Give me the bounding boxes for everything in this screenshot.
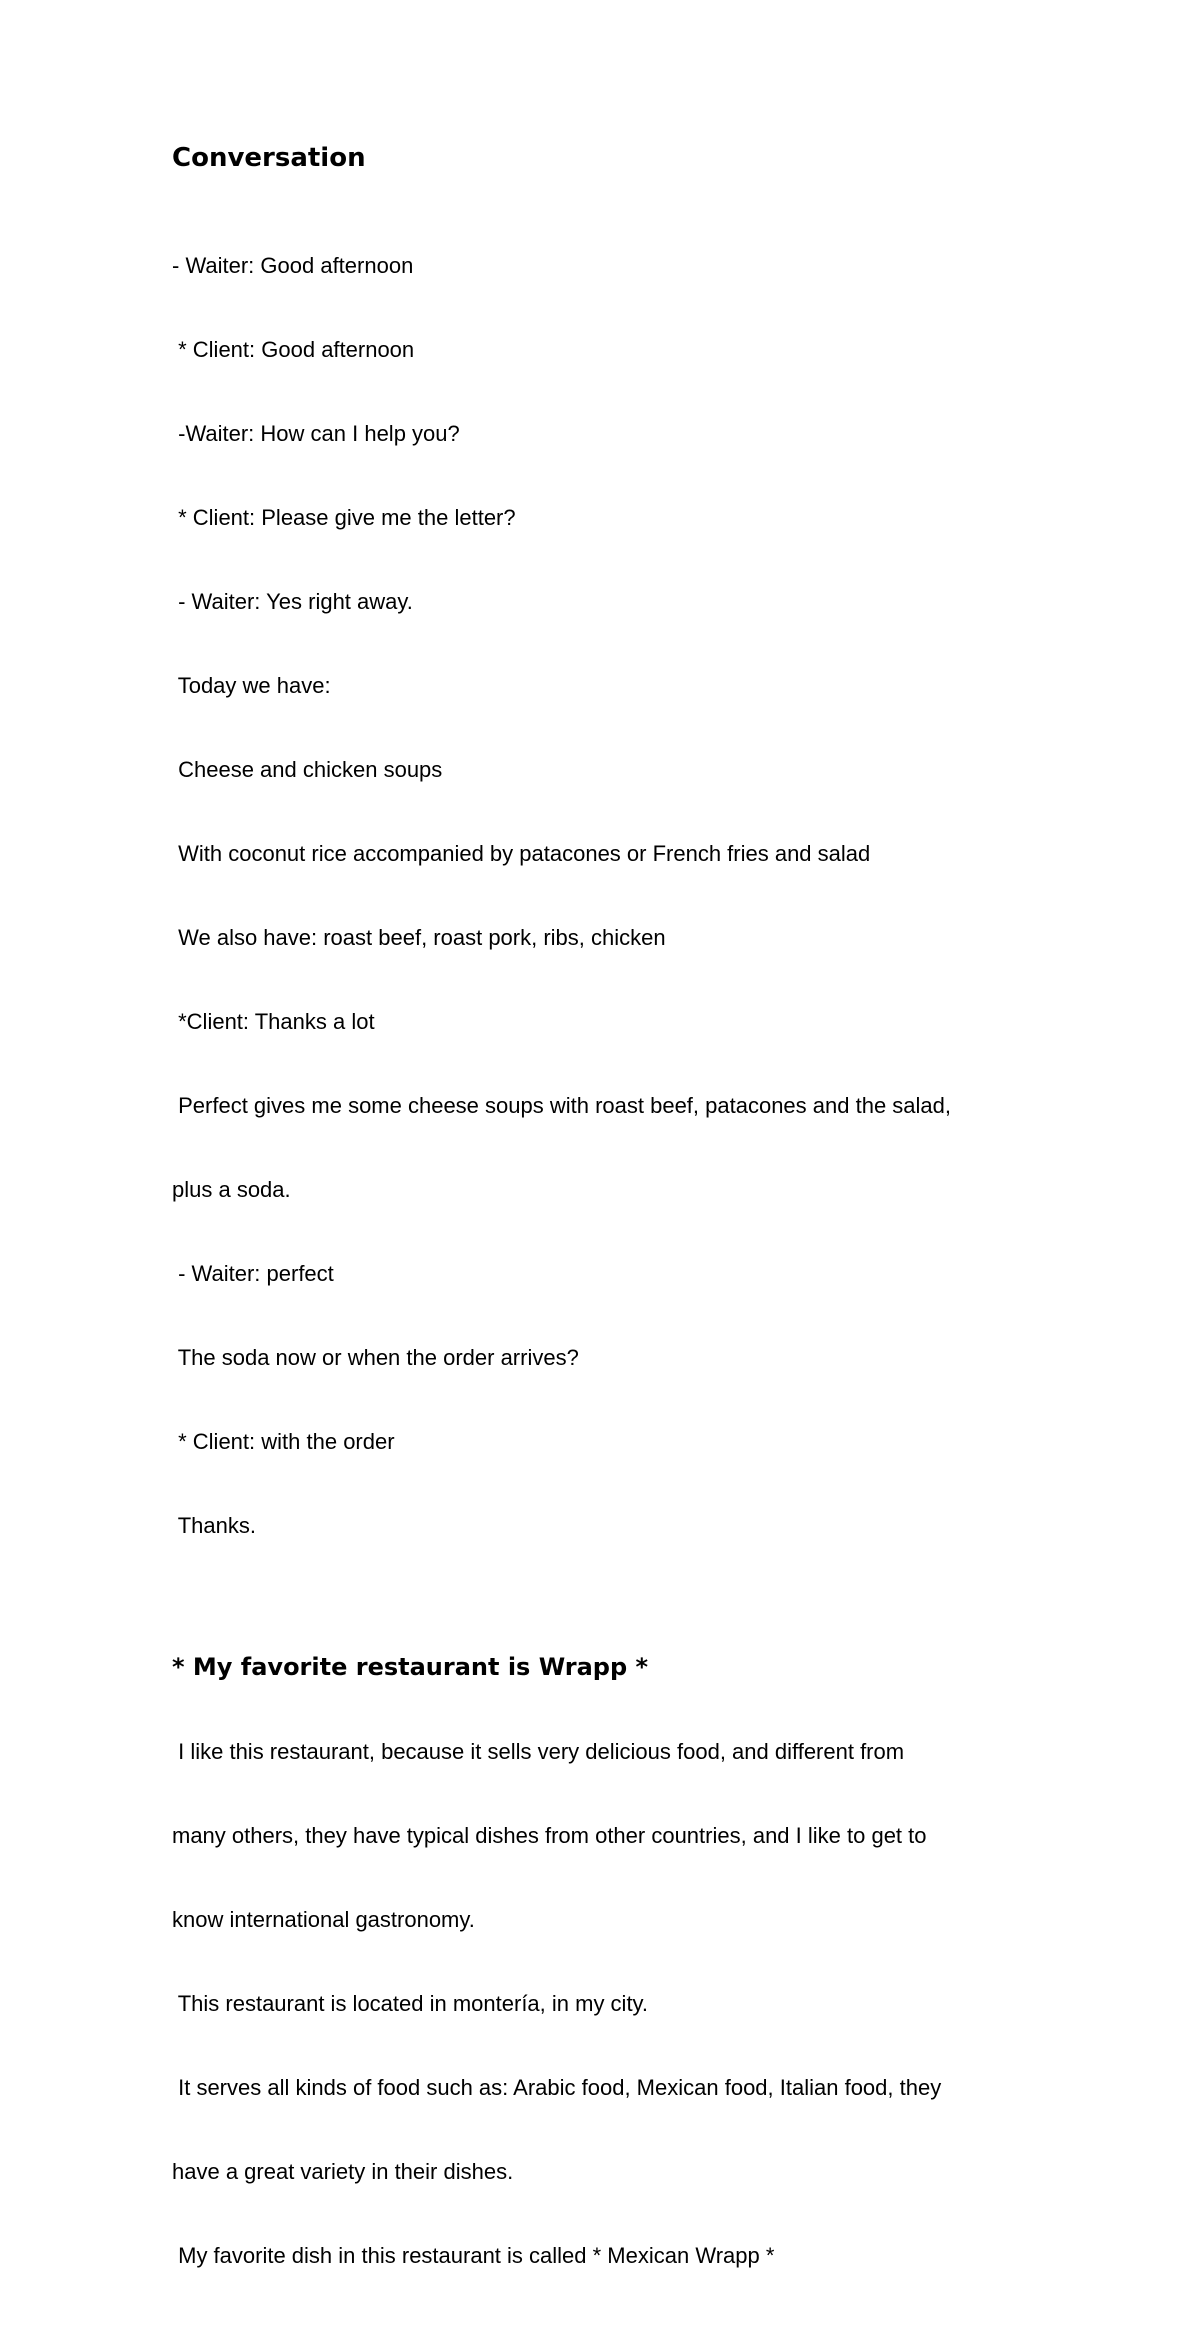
favorite-restaurant-body [172,1682,1052,2326]
conversation-line: Cheese and chicken soups [172,757,443,782]
paragraph-line: This restaurant is located in montería, in my city. [172,1991,649,2016]
paragraph-line: My favorite dish in this restaurant is called * Mexican Wrapp * [172,2243,775,2268]
conversation-line: - Waiter: perfect [172,1261,334,1286]
conversation-line: * Client: Please give me the letter? [172,505,516,530]
conversation-line: plus a soda. [172,1177,291,1202]
paragraph-line: I like this restaurant, because it sells very delicious food, and different from [172,1739,905,1764]
paragraph-line: have a great variety in their dishes. [172,2159,514,2184]
conversation-line: Perfect gives me some cheese soups with roast beef, patacones and the salad, [172,1093,952,1118]
conversation-line: - Waiter: Yes right away. [172,589,413,614]
conversation-line: *Client: Thanks a lot [172,1009,375,1034]
paragraph-line: It serves all kinds of food such as: Arabic food, Mexican food, Italian food, they [172,2075,942,2100]
conversation-body [172,196,1052,1596]
conversation-line: The soda now or when the order arrives? [172,1345,579,1370]
document-page [172,140,1052,2326]
conversation-line: Thanks. [172,1513,256,1538]
conversation-line: * Client: Good afternoon [172,337,415,362]
conversation-title: Conversation [172,143,366,173]
conversation-line: * Client: with the order [172,1429,395,1454]
paragraph-line: many others, they have typical dishes from other countries, and I like to get to [172,1823,927,1848]
conversation-line: -Waiter: How can I help you? [172,421,460,446]
favorite-restaurant-section [172,1652,1052,2326]
conversation-line: Today we have: [172,673,331,698]
conversation-line: - Waiter: Good afternoon [172,253,414,278]
conversation-line: With coconut rice accompanied by patacones or French fries and salad [172,841,871,866]
conversation-line: We also have: roast beef, roast pork, ribs, chicken [172,925,666,950]
paragraph-line: know international gastronomy. [172,1907,475,1932]
favorite-restaurant-title: * My favorite restaurant is Wrapp * [172,1653,649,1681]
